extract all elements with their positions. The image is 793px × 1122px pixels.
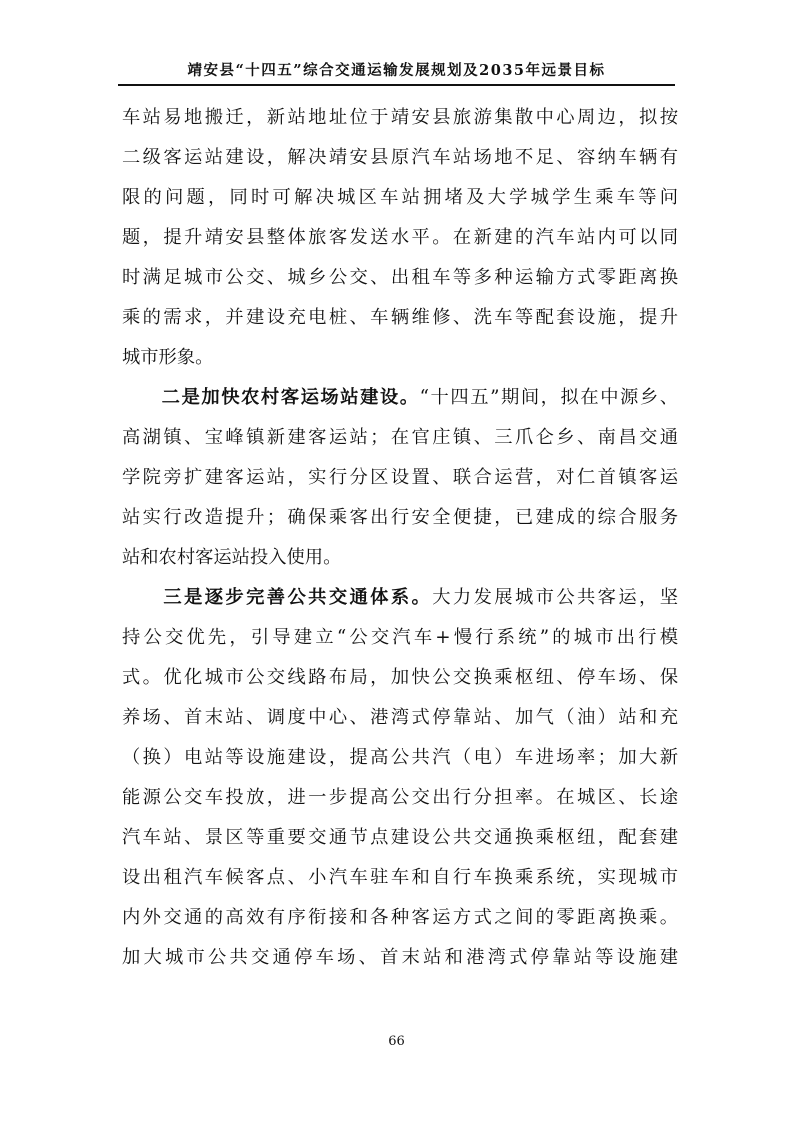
- line-text: 高湖镇、宝峰镇新建客运站；在官庄镇、三爪仑乡、南昌交通: [122, 427, 678, 448]
- line-text: （换）电站等设施建设，提高公共汽（电）车进场率；加大新: [122, 747, 678, 768]
- text-line: [122, 138, 678, 178]
- line-text: 站实行改造提升；确保乘客出行安全便捷，已建成的综合服务: [122, 507, 678, 528]
- text-line: [122, 698, 678, 738]
- text-line: [122, 418, 678, 458]
- line-text: 汽车站、景区等重要交通节点建设公共交通换乘枢纽，配套建: [122, 827, 678, 848]
- text-line: [122, 938, 678, 978]
- text-line: [122, 658, 678, 698]
- text-line: [122, 818, 678, 858]
- line-text: 加大城市公共交通停车场、首末站和港湾式停靠站等设施建: [122, 947, 678, 968]
- line-text: 学院旁扩建客运站，实行分区设置、联合运营，对仁首镇客运: [122, 467, 678, 488]
- document-body: [122, 98, 678, 978]
- line-text: “十四五”期间，拟在中源乡、: [419, 387, 678, 408]
- text-line: [122, 258, 678, 298]
- text-line: [122, 378, 678, 418]
- text-line: [122, 298, 678, 338]
- text-line: [122, 178, 678, 218]
- line-text: 车站易地搬迁，新站地址位于靖安县旅游集散中心周边，拟按: [122, 107, 678, 128]
- text-line: [122, 858, 678, 898]
- header-rule: [118, 84, 675, 86]
- text-line: [122, 338, 678, 378]
- line-text: 时满足城市公交、城乡公交、出租车等多种运输方式零距离换: [122, 267, 678, 288]
- line-text: 二级客运站建设，解决靖安县原汽车站场地不足、容纳车辆有: [122, 147, 678, 168]
- page-header-title: 靖安县“十四五”综合交通运输发展规划及2035年远景目标: [187, 62, 606, 79]
- line-text: 养场、首末站、调度中心、港湾式停靠站、加气（油）站和充: [122, 707, 678, 728]
- line-text: 大力发展城市公共客运，坚: [432, 587, 678, 608]
- page-number: 66: [388, 1034, 405, 1049]
- text-line: [122, 538, 678, 578]
- text-line: [122, 458, 678, 498]
- line-text: 站和农村客运站投入使用。: [122, 547, 342, 568]
- bold-lead-in: 二是加快农村客运场站建设。: [122, 387, 420, 408]
- line-text: 城市形象。: [122, 347, 214, 368]
- line-text: 设出租汽车候客点、小汽车驻车和自行车换乘系统，实现城市: [122, 867, 678, 888]
- text-line: [122, 98, 678, 138]
- text-line: [122, 778, 678, 818]
- line-text: 式。优化城市公交线路布局，加快公交换乘枢纽、停车场、保: [122, 667, 678, 688]
- line-text: 能源公交车投放，进一步提高公交出行分担率。在城区、长途: [122, 787, 678, 808]
- line-text: 题，提升靖安县整体旅客发送水平。在新建的汽车站内可以同: [122, 227, 678, 248]
- text-line: [122, 218, 678, 258]
- line-text: 持公交优先，引导建立“公交汽车+慢行系统”的城市出行模: [122, 627, 678, 648]
- text-line: [122, 738, 678, 778]
- text-line: [122, 618, 678, 658]
- line-text: 限的问题，同时可解决城区车站拥堵及大学城学生乘车等问: [122, 187, 678, 208]
- text-line: [122, 898, 678, 938]
- bold-lead-in: 三是逐步完善公共交通体系。: [122, 587, 433, 608]
- line-text: 内外交通的高效有序衔接和各种客运方式之间的零距离换乘。: [122, 907, 678, 928]
- text-line: [122, 498, 678, 538]
- text-line: [122, 578, 678, 618]
- line-text: 乘的需求，并建设充电桩、车辆维修、洗车等配套设施，提升: [122, 307, 678, 328]
